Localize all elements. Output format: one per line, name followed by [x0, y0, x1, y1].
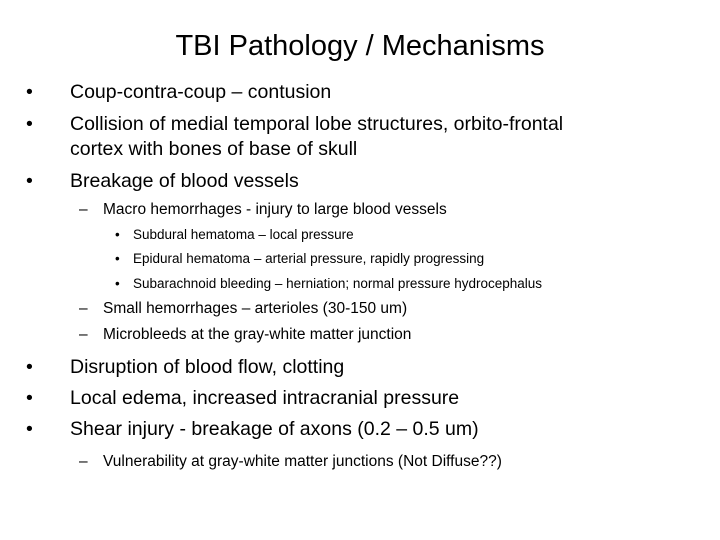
- bullet-text: Shear injury - breakage of axons (0.2 – 0.5 um): [70, 418, 479, 440]
- bullet-item: [26, 79, 332, 106]
- sub-bullet-text: Macro hemorrhages - injury to large blood vessels: [103, 201, 447, 218]
- sub-bullet-item: [79, 199, 447, 221]
- bullet-text: Local edema, increased intracranial pressure: [70, 387, 460, 409]
- bullet-text: Collision of medial temporal lobe structures, orbito-frontal: [70, 113, 564, 135]
- bullet-text: Disruption of blood flow, clotting: [70, 356, 345, 378]
- bullet-marker: •: [26, 418, 33, 440]
- bullet-marker: •: [26, 113, 33, 135]
- bullet-marker: •: [26, 356, 33, 378]
- bullet-marker: •: [115, 276, 120, 291]
- bullet-marker: •: [26, 387, 33, 409]
- sub-bullet-text: Vulnerability at gray-white matter junctions (Not Diffuse??): [103, 453, 502, 470]
- dash-marker: –: [79, 453, 88, 470]
- bullet-item: [26, 168, 299, 195]
- bullet-continuation: [70, 136, 357, 163]
- bullet-marker: •: [115, 251, 120, 266]
- bullet-text: Breakage of blood vessels: [70, 170, 299, 192]
- dash-marker: –: [79, 201, 88, 218]
- bullet-text: Coup-contra-coup – contusion: [70, 81, 332, 103]
- bullet-text: cortex with bones of base of skull: [70, 138, 358, 160]
- sub-sub-bullet-item: [115, 225, 354, 244]
- sub-sub-bullet-item: [115, 249, 485, 268]
- sub-sub-bullet-text: Subdural hematoma – local pressure: [133, 227, 354, 242]
- sub-sub-bullet-text: Subarachnoid bleeding – herniation; normal pressure hydrocephalus: [133, 276, 543, 291]
- sub-bullet-text: Microbleeds at the gray-white matter junction: [103, 326, 412, 343]
- bullet-marker: •: [26, 81, 33, 103]
- sub-bullet-item: [79, 298, 408, 320]
- dash-marker: –: [79, 300, 88, 317]
- sub-sub-bullet-item: [115, 274, 543, 293]
- bullet-item: [26, 416, 479, 443]
- sub-bullet-text: Small hemorrhages – arterioles (30-150 um): [103, 300, 408, 317]
- slide-title: TBI Pathology / Mechanisms: [175, 30, 545, 62]
- dash-marker: –: [79, 326, 88, 343]
- sub-bullet-item: [79, 324, 412, 346]
- bullet-item: [26, 385, 460, 412]
- sub-sub-bullet-text: Epidural hematoma – arterial pressure, rapidly progressing: [133, 251, 485, 266]
- bullet-marker: •: [26, 170, 33, 192]
- bullet-marker: •: [115, 227, 120, 242]
- sub-bullet-item: [79, 451, 502, 473]
- bullet-item: [26, 111, 564, 138]
- bullet-item: [26, 354, 345, 381]
